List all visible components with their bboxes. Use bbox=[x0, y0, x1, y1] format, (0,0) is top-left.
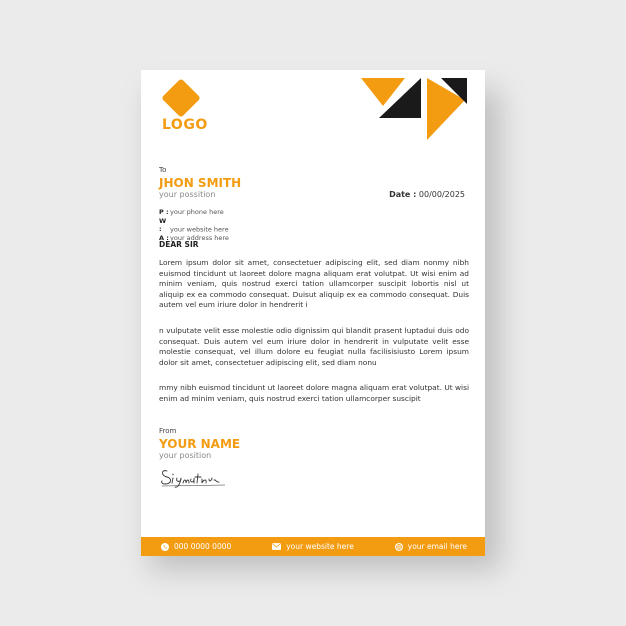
footer-phone-text: 000 0000 0000 bbox=[174, 542, 232, 551]
date-label: Date : bbox=[389, 190, 417, 199]
footer-website-text: your website here bbox=[286, 542, 354, 551]
sender-name: YOUR NAME bbox=[159, 437, 241, 451]
recipient-position: your possition bbox=[159, 190, 216, 199]
sender-from-label: From bbox=[159, 427, 177, 435]
greeting: DEAR SIR bbox=[159, 240, 199, 249]
date-value: 00/00/2025 bbox=[418, 190, 465, 199]
signature-stroke bbox=[162, 471, 219, 488]
contact-phone bbox=[159, 208, 229, 217]
contact-website-value: your website here bbox=[170, 225, 229, 233]
phone-icon bbox=[161, 543, 169, 551]
contact-address-key: A : bbox=[159, 233, 169, 242]
footer-phone bbox=[161, 542, 231, 551]
recipient-name: JHON SMITH bbox=[159, 176, 242, 190]
footer-bar bbox=[141, 537, 485, 556]
recipient-contacts bbox=[159, 208, 229, 242]
contact-website-key: W : bbox=[159, 216, 167, 233]
body-paragraph-2: n vulputate velit esse molestie odio dignissim qui blandit prasent luptadui duis odo consequat. Duis autem vel eum iriure dolor in hendrerit in vulputate velit esse molestie consequat, vel illum dolore eu feugiat nulla facilisisiusto Lorem ipsum dolor sit amet, consectetuer adipiscing elit, sed diam nonu bbox=[159, 326, 469, 367]
corner-decoration bbox=[361, 70, 485, 140]
letterhead-page bbox=[141, 70, 485, 556]
contact-website bbox=[159, 217, 229, 234]
contact-phone-value: your phone here bbox=[170, 208, 224, 216]
contact-phone-key: P : bbox=[159, 208, 169, 216]
logo-text: LOGO bbox=[162, 117, 208, 133]
signature-image bbox=[159, 463, 229, 489]
recipient-to-label: To bbox=[159, 166, 167, 174]
body-paragraph-1: Lorem ipsum dolor sit amet, consectetuer adipiscing elit, sed diam nonmy nibh euismod tincidunt ut laoreet dolore magna aliquam erat volutpat. Ut wisi enim ad minim veniam, quis nostrud exerci tation ullamcorper suscipit lobortis nisl ut aliquip ex ea commodo consequat. Duisut aliquip ex ea commodo consequat. Duis autem vel eum iriure dolor in hendrerit i bbox=[159, 258, 469, 309]
date-line bbox=[389, 190, 465, 199]
sender-position: your position bbox=[159, 451, 212, 460]
footer-website bbox=[272, 542, 354, 551]
logo-mark-icon bbox=[161, 78, 201, 118]
footer-email-text: your email here bbox=[407, 542, 467, 551]
mail-icon bbox=[272, 543, 281, 550]
globe-icon bbox=[395, 543, 403, 551]
body-paragraph-3: mmy nibh euismod tincidunt ut laoreet dolore magna aliquam erat volutpat. Ut wisi enim ad minim veniam, quis nostrud exerci tation ullamcorper suscipit bbox=[159, 383, 469, 403]
footer-email bbox=[395, 542, 467, 551]
signature-underline bbox=[162, 485, 225, 486]
contact-address-value: your address here bbox=[170, 233, 229, 242]
